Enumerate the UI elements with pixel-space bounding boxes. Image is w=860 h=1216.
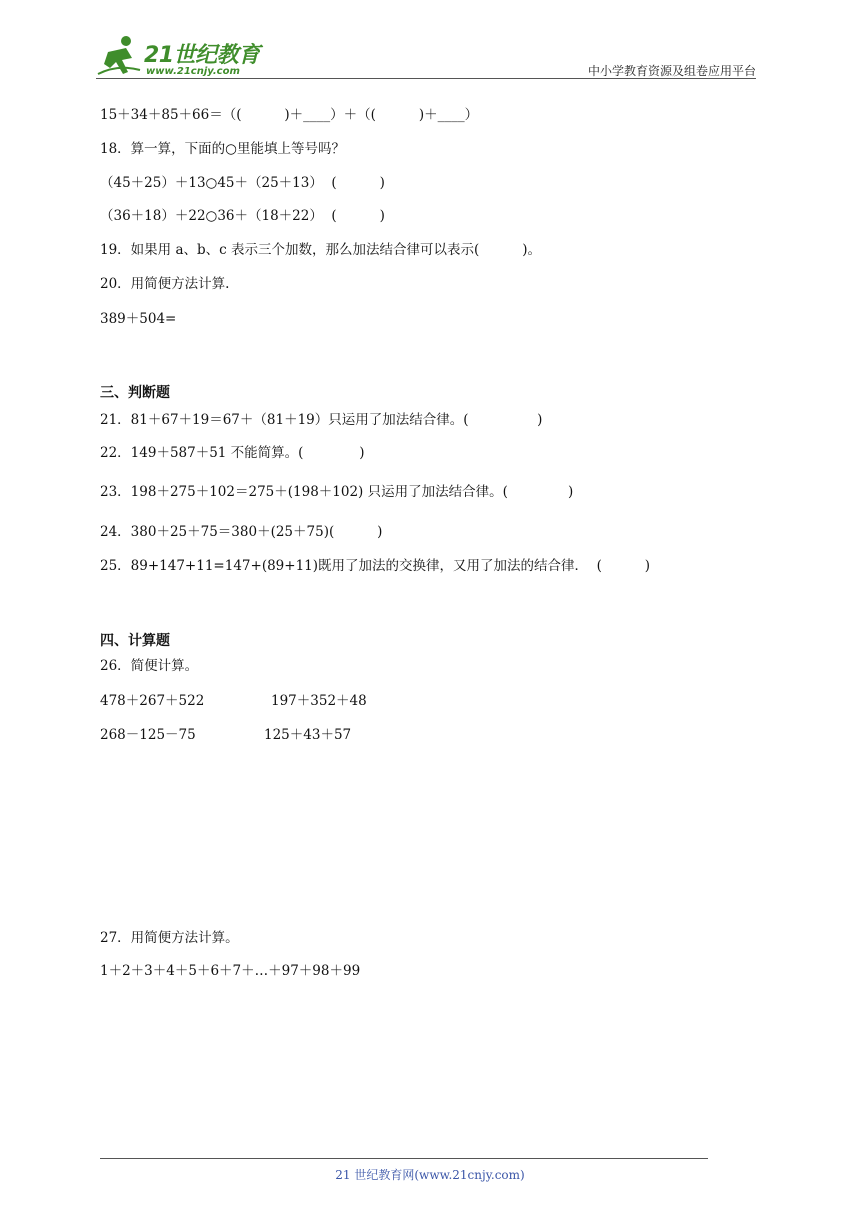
q22-statement: 22．149＋587＋51 不能简算。( ): [100, 445, 365, 461]
footer-link[interactable]: 21 世纪教育网(www.21cnjy.com): [335, 1168, 525, 1182]
q27-prompt: 27．用简便方法计算。: [100, 930, 239, 946]
header-divider: [96, 78, 756, 79]
q17-expression: 15＋34＋85＋66＝（( )＋____）＋（( )＋____）: [100, 107, 479, 123]
q24-statement: 24．380＋25＋75＝380＋(25＋75)( ): [100, 524, 383, 540]
q20-expression: 389＋504=: [100, 311, 177, 327]
q26-item-d: 125＋43＋57: [264, 727, 352, 743]
q23-statement: 23．198＋275＋102＝275＋(198＋102) 只运用了加法结合律。( ): [100, 484, 574, 500]
q18-prompt: 18．算一算，下面的○里能填上等号吗？: [100, 141, 345, 157]
site-logo[interactable]: [96, 34, 266, 78]
q26-item-b: 197＋352＋48: [271, 693, 367, 709]
logo-url: www.21cnjy.com: [146, 66, 240, 77]
q26-item-c: 268－125－75: [100, 727, 196, 743]
footer-divider: [100, 1158, 708, 1159]
section-judgement-title: 三、判断题: [100, 385, 170, 401]
q21-statement: 21．81＋67＋19＝67＋（81＋19）只运用了加法结合律。( ): [100, 412, 543, 428]
q20-prompt: 20．用简便方法计算.: [100, 276, 230, 292]
section-calculation-title: 四、计算题: [100, 633, 170, 649]
q26-prompt: 26．简便计算。: [100, 658, 199, 674]
q18-item-a: （45＋25）＋13○45＋（25＋13） ( ): [100, 175, 385, 191]
logo-title: 21世纪教育: [144, 43, 260, 68]
runner-logo-icon: [96, 34, 142, 78]
q19-prompt: 19．如果用 a、b、c 表示三个加数，那么加法结合律可以表示( )。: [100, 242, 541, 258]
q18-item-b: （36＋18）＋22○36＋（18＋22） ( ): [100, 208, 385, 224]
q26-item-a: 478＋267＋522: [100, 693, 205, 709]
q27-expression: 1＋2＋3＋4＋5＋6＋7＋…＋97＋98＋99: [100, 963, 361, 979]
header-platform-text: 中小学教育资源及组卷应用平台: [587, 64, 756, 78]
q25-statement: 25．89+147+11=147+(89+11)既用了加法的交换律，又用了加法的结合律． ( ): [100, 558, 651, 574]
